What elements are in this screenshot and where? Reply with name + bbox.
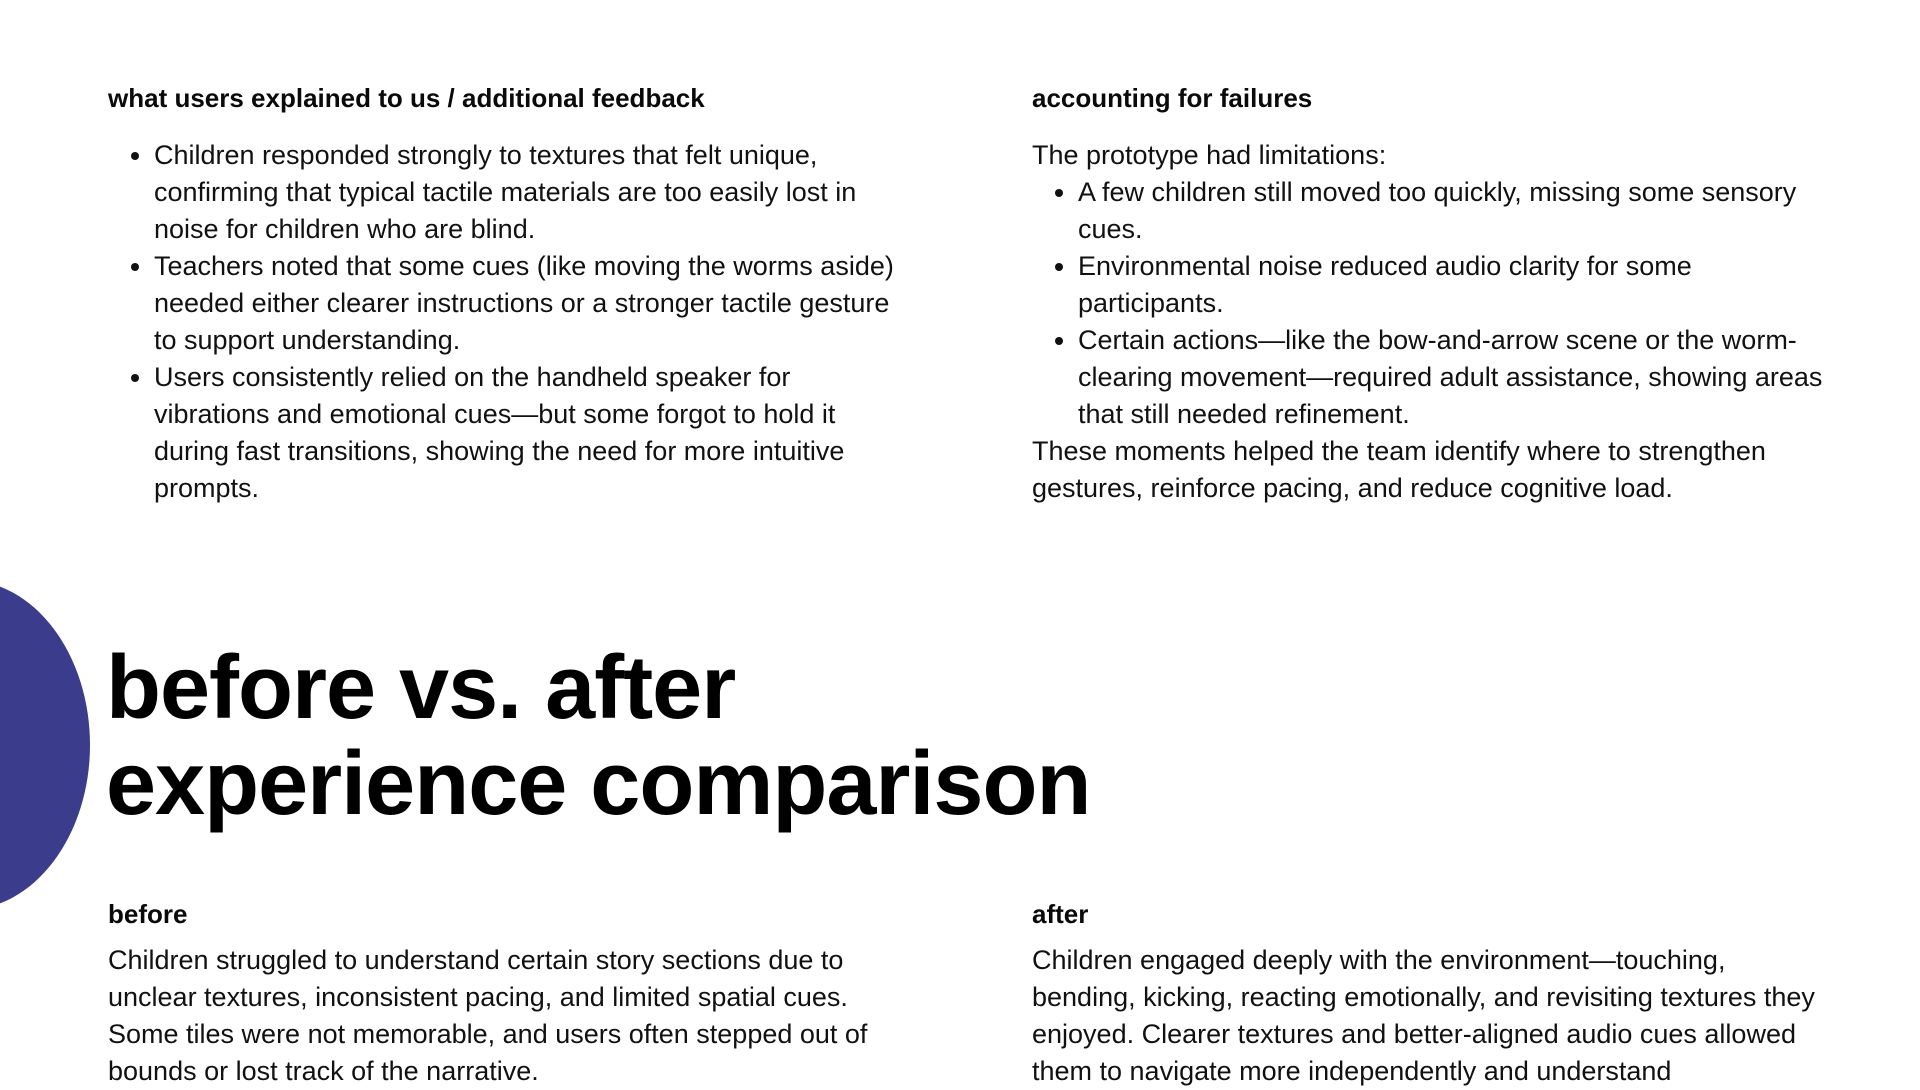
list-item: • A few children still moved too quickly, missing some sensory cues. (1078, 174, 1832, 248)
list-item: • Teachers noted that some cues (like moving the worms aside) needed either clearer instructions or a stronger tactile gesture to support understanding. (154, 248, 898, 359)
after-section (1032, 898, 1832, 1090)
failures-heading: accounting for failures (1032, 83, 1313, 113)
feedback-heading: what users explained to us / additional feedback (108, 83, 705, 113)
failures-section (1032, 82, 1832, 507)
before-heading: before (108, 899, 188, 929)
list-item: • Environmental noise reduced audio clarity for some participants. (1078, 248, 1832, 322)
list-item: • Users consistently relied on the handheld speaker for vibrations and emotional cues—but some forgot to hold it during fast transitions, showing the need for more intuitive prompts. (154, 359, 898, 507)
before-text: Children struggled to understand certain story sections due to unclear textures, inconsistent pacing, and limited spatial cues. Some tiles were not memorable, and users often stepped out of bounds or lost track of the narrative. (108, 945, 868, 1086)
list-item: • Certain actions—like the bow-and-arrow scene or the worm-clearing movement—required adult assistance, showing areas that still needed refinement. (1078, 322, 1832, 433)
feedback-list (108, 137, 898, 507)
title-line-1: before vs. after (106, 638, 736, 738)
failures-intro: The prototype had limitations: (1032, 140, 1387, 170)
feedback-section (108, 82, 898, 507)
title-line-2: experience comparison (106, 734, 1091, 834)
list-item: • Children responded strongly to textures that felt unique, confirming that typical tactile materials are too easily lost in noise for children who are blind. (154, 137, 898, 248)
after-text: Children engaged deeply with the environment—touching, bending, kicking, reacting emotionally, and revisiting textures they enjoyed. Clearer textures and better-aligned audio cues allowed them to navigate more independently and understand (1032, 945, 1815, 1086)
failures-outro: These moments helped the team identify where to strengthen gestures, reinforce pacing, and reduce cognitive load. (1032, 436, 1766, 503)
failures-list (1032, 174, 1832, 433)
page-title (106, 640, 1090, 832)
decorative-circle (0, 580, 90, 910)
after-heading: after (1032, 899, 1089, 929)
before-section (108, 898, 898, 1090)
